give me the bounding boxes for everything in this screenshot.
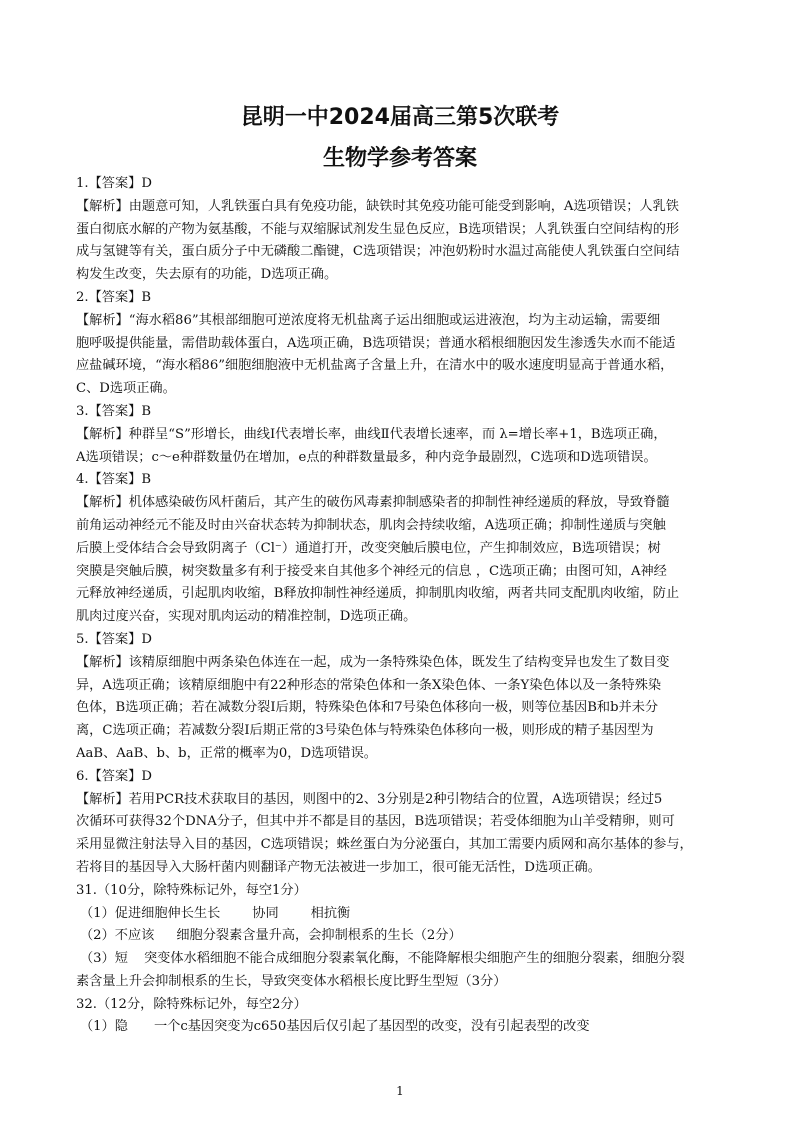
text-line: 突膜是突触后膜，树突数量多有利于接受来自其他多个神经元的信息 ，C选项正确；由图可知，A神经 <box>76 563 667 579</box>
text-line: 构发生改变，失去原有的功能，D选项正确。 <box>76 267 338 283</box>
text-line: 素含量上升会抑制根系的生长，导致突变体水稻根长度比野生型短（3分） <box>76 973 507 989</box>
text-line: 离，C选项正确；若减数分裂Ⅰ后期正常的3号染色体与特殊染色体移向一极，则形成的精子基因型为 <box>76 723 654 739</box>
analysis-5: 【解析】该精原细胞中两条染色体连在一起，成为一条特殊染色体，既发生了结构变异也发生了数目变 <box>76 654 670 670</box>
page-number: 1 <box>396 1084 404 1098</box>
text-line: 应盐碱环境，“海水稻86”细胞细胞液中无机盐离子含量上升，在清水中的吸水速度明显高于普通水稻， <box>76 358 674 374</box>
answer-text: 突变体水稻细胞不能合成细胞分裂素氧化酶，不能降解根尖细胞产生的细胞分裂素，细胞分裂 <box>143 951 685 967</box>
answer-text: 相抗衡 <box>310 905 351 921</box>
answer-text: 一个c基因突变为c650基因后仅引起了基因型的改变，没有引起表型的改变 <box>153 1019 590 1035</box>
answer-6: 6.【答案】D <box>76 768 152 784</box>
answer-text: （1）促进细胞伸长生长 <box>80 905 221 921</box>
text-line: 元释放神经递质，引起肌肉收缩，B释放抑制性神经递质，抑制肌肉收缩，两者共同支配肌肉收缩，防止 <box>76 586 680 602</box>
question-32-header: 32.（12分，除特殊标记外，每空2分） <box>76 996 307 1012</box>
page-title: 昆明一中2024届高三第5次联考 <box>240 105 560 130</box>
text-line: 若将目的基因导入大肠杆菌内则翻译产物无法被进一步加工，很可能无活性，D选项正确。 <box>76 859 601 875</box>
analysis-1: 【解析】由题意可知，人乳铁蛋白具有免疫功能，缺铁时其免疫功能可能受到影响，A选项错误；人乳铁 <box>76 198 679 214</box>
page-subtitle: 生物学参考答案 <box>322 146 477 171</box>
answer-1: 1.【答案】D <box>76 176 152 191</box>
analysis-3: 【解析】种群呈“S”形增长，曲线Ⅰ代表增长率，曲线Ⅱ代表增长速率，而 λ=增长率+1，B选项正确， <box>76 426 667 442</box>
answer-text: 细胞分裂素含量升高，会抑制根系的生长（2分） <box>176 928 462 944</box>
analysis-4: 【解析】机体感染破伤风杆菌后，其产生的破伤风毒素抑制感染者的抑制性神经递质的释放，导致脊髓 <box>76 495 670 511</box>
text-line: 色体，B选项正确；若在减数分裂Ⅰ后期，特殊染色体和7号染色体移向一极，则等位基因B和b并未分 <box>76 700 659 716</box>
text-line: AaB、AaB、b、b，正常的概率为0，D选项错误。 <box>76 745 377 761</box>
text-line: 胞呼吸提供能量，需借助载体蛋白，A选项正确，B选项错误；普通水稻根细胞因发生渗透失水而不能适 <box>76 335 676 351</box>
text-line: 成与氢键等有关，蛋白质分子中无磷酸二酯键，C选项错误；冲泡奶粉时水温过高能使人乳铁蛋白空间结 <box>76 244 680 260</box>
text-line: C、D选项正确。 <box>76 381 176 397</box>
answer-4: 4.【答案】B <box>76 472 152 488</box>
text-line: 蛋白彻底水解的产物为氨基酸，不能与双缩脲试剂发生显色反应，B选项错误；人乳铁蛋白空间结构的形 <box>76 221 680 237</box>
answer-text: 协同 <box>252 905 279 921</box>
question-31-part-2 <box>76 925 728 948</box>
question-31-part-1 <box>76 903 728 926</box>
question-32-part-1 <box>76 1016 728 1039</box>
question-31-header: 31.（10分，除特殊标记外，每空1分） <box>76 882 307 898</box>
answer-2: 2.【答案】B <box>76 289 152 305</box>
text-line: 前角运动神经元不能及时由兴奋状态转为抑制状态，肌肉会持续收缩，A选项正确；抑制性递质与突触 <box>76 517 666 533</box>
analysis-6: 【解析】若用PCR技术获取目的基因，则图中的2、3分别是2种引物结合的位置，A选项错误；经过5 <box>76 791 663 807</box>
answer-body <box>76 173 728 1039</box>
answer-text: （3）短 <box>80 951 128 967</box>
answer-5: 5.【答案】D <box>76 631 152 647</box>
answer-text: （2）不应该 <box>80 928 155 944</box>
text-line: 后膜上受体结合会导致阴离子（Cl⁻）通道打开，改变突触后膜电位，产生抑制效应，B选项错误；树 <box>76 540 661 556</box>
text-line: 次循环可获得32个DNA分子，但其中并不都是目的基因，B选项错误；若受体细胞为山羊受精卵，则可 <box>76 814 675 830</box>
question-31-part-3 <box>76 948 728 971</box>
text-line: 采用显微注射法导入目的基因，C选项错误；蛛丝蛋白为分泌蛋白，其加工需要内质网和高尔基体的参与， <box>76 837 693 853</box>
text-line: A选项错误；c～e种群数量仍在增加，e点的种群数量最多，种内竞争最剧烈，C选项和D选项错误。 <box>76 449 657 465</box>
answer-3: 3.【答案】B <box>76 403 152 419</box>
analysis-2: 【解析】“海水稻86”其根部细胞可逆浓度将无机盐离子运出细胞或运进液泡，均为主动运输，需要细 <box>76 312 661 328</box>
text-line: 异，A选项正确；该精原细胞中有22种形态的常染色体和一条X染色体、一条Y染色体以及一条特殊染 <box>76 677 662 693</box>
answer-text: （1）隐 <box>80 1019 128 1035</box>
text-line: 肌肉过度兴奋，实现对肌肉运动的精准控制，D选项正确。 <box>76 609 417 625</box>
